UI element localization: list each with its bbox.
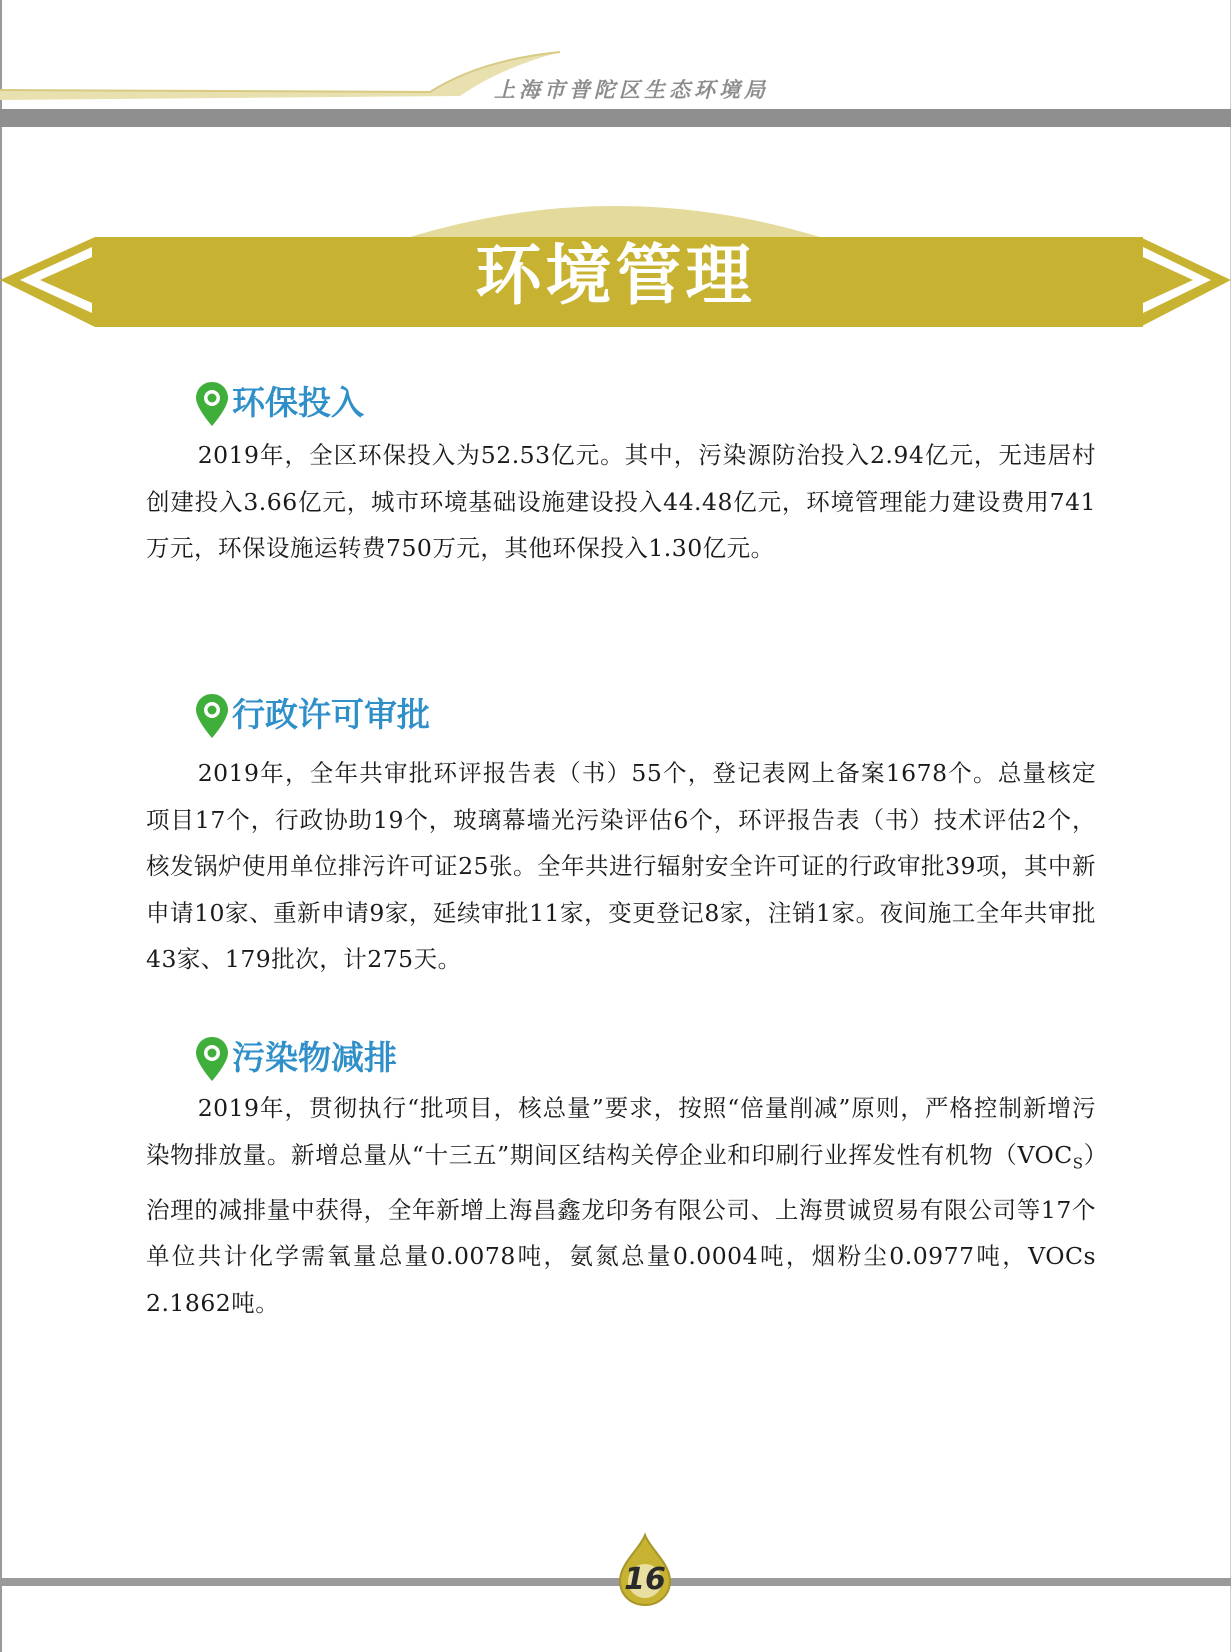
section-pollutant-reduction: [146, 1035, 1096, 1326]
section-admin-approval: [146, 692, 1096, 983]
page-number: 16: [624, 1562, 666, 1597]
location-pin-icon: [194, 380, 230, 428]
paragraph-text: ）治理的减排量中获得，全年新增上海昌鑫龙印务有限公司、上海贯诚贸易有限公司等17个单位共计化学需氧量总量0.0078吨，氨氮总量0.0004吨，烟粉尘0.0977吨，VOCs 2.1862吨。: [146, 1140, 1097, 1317]
header-org-name: 上海市普陀区生态环境局: [494, 77, 769, 102]
header-gray-bar: [0, 109, 1231, 127]
section-paragraph: [146, 1085, 1096, 1326]
paragraph-text: 2019年，贯彻执行“批项目，核总量”要求，按照“倍量削减”原则，严格控制新增污染物排放量。新增总量从“十三五”期间区结构关停企业和印刷行业挥发性有机物（VOC: [146, 1094, 1096, 1169]
banner-arc-decoration: [410, 206, 820, 237]
section-title: 污染物减排: [232, 1038, 397, 1077]
section-title: 行政许可审批: [232, 695, 430, 734]
section-heading: [146, 692, 1096, 742]
section-title: 环保投入: [232, 383, 364, 422]
section-paragraph: 2019年，全区环保投入为52.53亿元。其中，污染源防治投入2.94亿元，无违居村创建投入3.66亿元，城市环境基础设施建设投入44.48亿元，环境管理能力建设费用741万元，环保设施运转费750万元，其他环保投入1.30亿元。: [146, 441, 1096, 562]
location-pin-icon: [194, 692, 230, 740]
location-pin-icon: [194, 1035, 230, 1083]
section-paragraph: 2019年，全年共审批环评报告表（书）55个，登记表网上备案1678个。总量核定项目17个，行政协助19个，玻璃幕墙光污染评估6个，环评报告表（书）技术评估2个，核发锅炉使用单位排污许可证25张。全年共进行辐射安全许可证的行政审批39项，其中新申请10家、重新申请9家，延续审批11家，变更登记8家，注销1家。夜间施工全年共审批43家、179批次，计275天。: [146, 759, 1096, 973]
section-investment: [146, 380, 1096, 572]
section-heading: [146, 380, 1096, 430]
banner-title: 环境管理: [475, 237, 756, 314]
voc-subscript: S: [1072, 1154, 1084, 1173]
section-heading: [146, 1035, 1096, 1085]
